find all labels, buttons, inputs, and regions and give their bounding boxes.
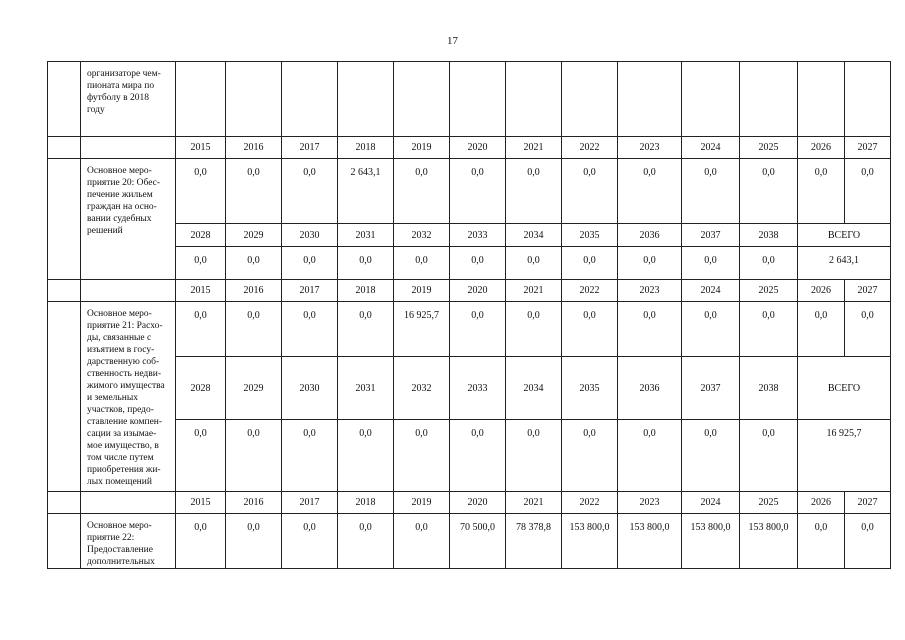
value-cell: 0,0 xyxy=(394,159,450,224)
year-header: 2023 xyxy=(618,280,682,302)
year-header: 2034 xyxy=(506,224,562,247)
value-cell: 0,0 xyxy=(562,420,618,492)
total-value: 16 925,7 xyxy=(798,420,891,492)
empty-cell xyxy=(845,62,891,137)
empty-cell xyxy=(48,280,81,302)
year-header: 2021 xyxy=(506,492,562,514)
year-header: 2016 xyxy=(226,280,282,302)
empty-cell xyxy=(176,62,226,137)
year-header: 2018 xyxy=(338,280,394,302)
year-header: 2020 xyxy=(450,492,506,514)
value-cell: 0,0 xyxy=(176,514,226,569)
year-header: 2024 xyxy=(682,137,740,159)
empty-cell xyxy=(682,62,740,137)
year-header: 2022 xyxy=(562,492,618,514)
value-cell: 0,0 xyxy=(394,247,450,280)
value-cell: 0,0 xyxy=(562,247,618,280)
value-cell: 0,0 xyxy=(226,302,282,357)
year-header: 2015 xyxy=(176,137,226,159)
value-cell: 0,0 xyxy=(740,302,798,357)
value-cell: 0,0 xyxy=(845,302,891,357)
year-header: 2016 xyxy=(226,492,282,514)
empty-cell xyxy=(338,62,394,137)
year-header: 2018 xyxy=(338,137,394,159)
value-cell: 0,0 xyxy=(682,247,740,280)
year-header: 2026 xyxy=(798,137,845,159)
value-cell: 0,0 xyxy=(450,159,506,224)
value-cell: 0,0 xyxy=(618,247,682,280)
value-cell: 153 800,0 xyxy=(562,514,618,569)
value-cell: 0,0 xyxy=(682,302,740,357)
value-cell: 0,0 xyxy=(282,514,338,569)
empty-cell xyxy=(562,62,618,137)
year-header: 2028 xyxy=(176,224,226,247)
year-header: 2030 xyxy=(282,357,338,420)
empty-cell xyxy=(740,62,798,137)
year-header: 2032 xyxy=(394,357,450,420)
value-cell: 0,0 xyxy=(226,514,282,569)
budget-table xyxy=(47,61,891,569)
empty-cell xyxy=(48,137,81,159)
year-header: 2020 xyxy=(450,137,506,159)
value-cell: 153 800,0 xyxy=(740,514,798,569)
year-header: 2033 xyxy=(450,224,506,247)
value-cell: 0,0 xyxy=(682,420,740,492)
measure-description: Основное меро- приятие 20: Обес- печение жильем граждан на осно- вании судебных решений xyxy=(81,159,176,280)
total-header: ВСЕГО xyxy=(798,224,891,247)
year-header: 2022 xyxy=(562,137,618,159)
value-cell: 0,0 xyxy=(682,159,740,224)
empty-cell xyxy=(506,62,562,137)
value-cell: 16 925,7 xyxy=(394,302,450,357)
year-header: 2026 xyxy=(798,492,845,514)
value-cell: 0,0 xyxy=(506,247,562,280)
year-header: 2027 xyxy=(845,492,891,514)
value-cell: 0,0 xyxy=(282,302,338,357)
value-cell: 0,0 xyxy=(176,247,226,280)
value-cell: 0,0 xyxy=(226,247,282,280)
year-header: 2034 xyxy=(506,357,562,420)
value-cell: 0,0 xyxy=(562,159,618,224)
value-cell: 153 800,0 xyxy=(682,514,740,569)
value-cell: 0,0 xyxy=(798,159,845,224)
measure-description: организаторе чем- пионата мира по футболу в 2018 году xyxy=(81,62,176,137)
measure-description: Основное меро- приятие 22: Предоставление дополнительных xyxy=(81,514,176,569)
year-header: 2033 xyxy=(450,357,506,420)
value-cell: 0,0 xyxy=(338,514,394,569)
value-cell: 0,0 xyxy=(798,514,845,569)
empty-cell xyxy=(81,280,176,302)
total-header: ВСЕГО xyxy=(798,357,891,420)
value-cell: 0,0 xyxy=(845,159,891,224)
value-cell: 0,0 xyxy=(282,159,338,224)
value-cell: 0,0 xyxy=(338,420,394,492)
year-header: 2021 xyxy=(506,137,562,159)
value-cell: 0,0 xyxy=(618,159,682,224)
value-cell: 0,0 xyxy=(282,247,338,280)
empty-cell xyxy=(798,62,845,137)
year-header: 2017 xyxy=(282,137,338,159)
year-header: 2025 xyxy=(740,137,798,159)
year-header: 2029 xyxy=(226,224,282,247)
value-cell: 0,0 xyxy=(450,420,506,492)
value-cell: 0,0 xyxy=(394,514,450,569)
empty-cell xyxy=(48,492,81,514)
year-header: 2019 xyxy=(394,492,450,514)
year-header: 2029 xyxy=(226,357,282,420)
value-cell: 0,0 xyxy=(506,159,562,224)
year-header: 2016 xyxy=(226,137,282,159)
value-cell: 0,0 xyxy=(740,247,798,280)
empty-cell xyxy=(48,514,81,569)
year-header: 2022 xyxy=(562,280,618,302)
year-header: 2036 xyxy=(618,224,682,247)
year-header: 2019 xyxy=(394,137,450,159)
year-header: 2036 xyxy=(618,357,682,420)
year-header: 2026 xyxy=(798,280,845,302)
empty-cell xyxy=(618,62,682,137)
value-cell: 0,0 xyxy=(845,514,891,569)
empty-cell xyxy=(394,62,450,137)
year-header: 2017 xyxy=(282,280,338,302)
value-cell: 0,0 xyxy=(394,420,450,492)
empty-cell xyxy=(48,159,81,280)
year-header: 2021 xyxy=(506,280,562,302)
value-cell: 0,0 xyxy=(618,420,682,492)
value-cell: 0,0 xyxy=(226,420,282,492)
year-header: 2018 xyxy=(338,492,394,514)
year-header: 2025 xyxy=(740,280,798,302)
measure-description: Основное меро- приятие 21: Расхо- ды, связанные с изъятием в госу- дарственную соб- ственность недви- жимого имущества и земельных участков, предо- ставление компен- сации за изымае- мое имущество, в том числе путем приобретения жи- лых помещений xyxy=(81,302,176,492)
empty-cell xyxy=(450,62,506,137)
value-cell: 0,0 xyxy=(450,302,506,357)
value-cell: 0,0 xyxy=(798,302,845,357)
value-cell: 0,0 xyxy=(450,247,506,280)
value-cell: 0,0 xyxy=(176,420,226,492)
year-header: 2035 xyxy=(562,357,618,420)
value-cell: 0,0 xyxy=(338,302,394,357)
year-header: 2023 xyxy=(618,137,682,159)
value-cell: 0,0 xyxy=(176,159,226,224)
empty-cell xyxy=(81,492,176,514)
empty-cell xyxy=(48,302,81,492)
year-header: 2028 xyxy=(176,357,226,420)
year-header: 2024 xyxy=(682,280,740,302)
year-header: 2037 xyxy=(682,357,740,420)
year-header: 2020 xyxy=(450,280,506,302)
empty-cell xyxy=(226,62,282,137)
year-header: 2025 xyxy=(740,492,798,514)
year-header: 2031 xyxy=(338,224,394,247)
value-cell: 0,0 xyxy=(338,247,394,280)
year-header: 2019 xyxy=(394,280,450,302)
year-header: 2032 xyxy=(394,224,450,247)
page-number: 17 xyxy=(447,35,458,47)
value-cell: 0,0 xyxy=(226,159,282,224)
year-header: 2024 xyxy=(682,492,740,514)
value-cell: 0,0 xyxy=(562,302,618,357)
year-header: 2030 xyxy=(282,224,338,247)
value-cell: 0,0 xyxy=(506,302,562,357)
value-cell: 0,0 xyxy=(506,420,562,492)
year-header: 2027 xyxy=(845,280,891,302)
value-cell: 0,0 xyxy=(740,159,798,224)
empty-cell xyxy=(81,137,176,159)
empty-cell xyxy=(282,62,338,137)
value-cell: 0,0 xyxy=(282,420,338,492)
year-header: 2038 xyxy=(740,224,798,247)
value-cell: 0,0 xyxy=(740,420,798,492)
year-header: 2017 xyxy=(282,492,338,514)
total-value: 2 643,1 xyxy=(798,247,891,280)
value-cell: 0,0 xyxy=(176,302,226,357)
year-header: 2015 xyxy=(176,280,226,302)
value-cell: 78 378,8 xyxy=(506,514,562,569)
value-cell: 153 800,0 xyxy=(618,514,682,569)
year-header: 2031 xyxy=(338,357,394,420)
year-header: 2035 xyxy=(562,224,618,247)
year-header: 2027 xyxy=(845,137,891,159)
value-cell: 0,0 xyxy=(618,302,682,357)
year-header: 2023 xyxy=(618,492,682,514)
value-cell: 2 643,1 xyxy=(338,159,394,224)
year-header: 2037 xyxy=(682,224,740,247)
year-header: 2038 xyxy=(740,357,798,420)
value-cell: 70 500,0 xyxy=(450,514,506,569)
year-header: 2015 xyxy=(176,492,226,514)
empty-cell xyxy=(48,62,81,137)
